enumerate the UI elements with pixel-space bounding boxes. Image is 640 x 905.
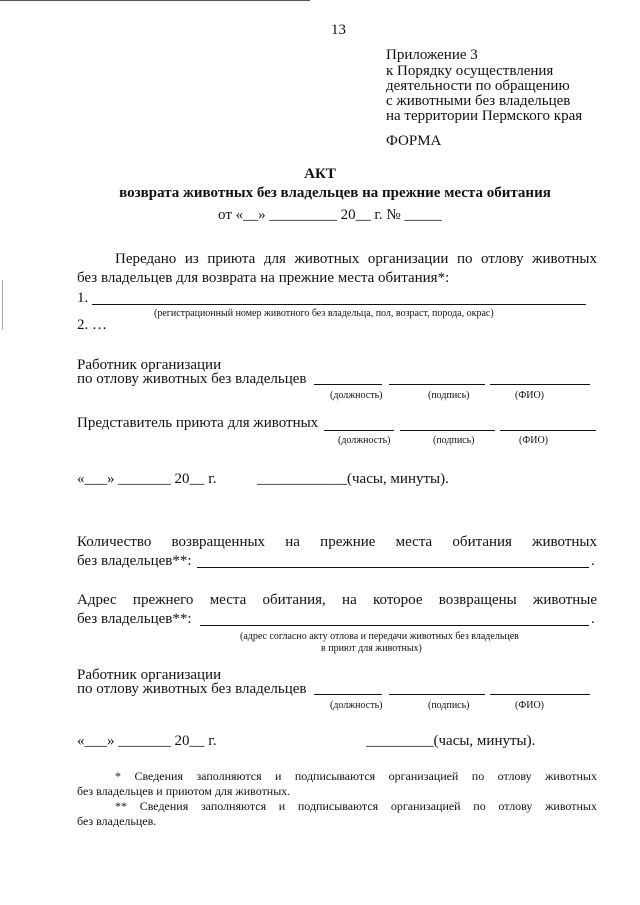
quantity-label: без владельцев**: (77, 553, 192, 569)
date-number-line: от «__» _________ 20__ г. № _____ (218, 207, 442, 223)
item-2: 2. … (77, 317, 107, 333)
hint-name: (ФИО) (515, 700, 545, 711)
shelter-name-field[interactable] (500, 430, 596, 431)
worker-name-field[interactable] (490, 694, 590, 695)
hint-position: (должность) (330, 700, 383, 711)
scan-edge-mark (2, 280, 3, 330)
hint-position: (должность) (338, 435, 391, 446)
address-end: . (591, 611, 595, 627)
intro-line: Передано из приюта для животных организации по отлову животных (115, 251, 597, 267)
hint-signature: (подпись) (428, 390, 470, 401)
worker-signature-field[interactable] (389, 694, 485, 695)
worker-position-field[interactable] (314, 694, 382, 695)
appendix-line: с животными без владельцев (386, 93, 571, 109)
worker-signature-field[interactable] (389, 384, 485, 385)
worker-label: Работник организации (77, 667, 222, 683)
worker-name-field[interactable] (490, 384, 590, 385)
item-1-number: 1. (77, 290, 89, 306)
page-number: 13 (331, 22, 346, 38)
worker-label: по отлову животных без владельцев (77, 681, 307, 697)
footnote-2: ** Сведения заполняются и подписываются организацией по отлову животных (115, 799, 597, 813)
document-subtitle: возврата животных без владельцев на прежние места обитания (119, 185, 551, 201)
address-hint: (адрес согласно акту отлова и передачи животных без владельцев (240, 631, 519, 642)
footnote-2-end: без владельцев. (77, 814, 157, 828)
shelter-signature-field[interactable] (400, 430, 495, 431)
datetime-date: «___» _______ 20__ г. (77, 471, 217, 487)
appendix-line: деятельности по обращению (386, 78, 570, 94)
item-1-field[interactable] (92, 304, 586, 305)
hint-position: (должность) (330, 390, 383, 401)
datetime-time: _________(часы, минуты). (366, 733, 536, 749)
worker-label: по отлову животных без владельцев (77, 371, 307, 387)
item-1-hint: (регистрационный номер животного без владельца, пол, возраст, порода, окрас) (154, 308, 494, 319)
shelter-rep-label: Представитель приюта для животных (77, 415, 319, 431)
footnote-1-end: без владельцев и приютом для животных. (77, 784, 291, 798)
footnote-1: * Сведения заполняются и подписываются организацией по отлову животных (115, 769, 597, 783)
hint-signature: (подпись) (433, 435, 475, 446)
hint-name: (ФИО) (515, 390, 545, 401)
appendix-line: к Порядку осуществления (386, 63, 554, 79)
top-border-line (0, 0, 310, 1)
address-label: без владельцев**: (77, 611, 192, 627)
address-hint: в приют для животных) (321, 643, 422, 654)
form-label: ФОРМА (386, 133, 442, 149)
appendix-line: Приложение 3 (386, 47, 478, 63)
quantity-end: . (591, 553, 595, 569)
hint-name: (ФИО) (519, 435, 549, 446)
shelter-position-field[interactable] (324, 430, 394, 431)
appendix-line: на территории Пермского края (386, 108, 583, 124)
quantity-line: Количество возвращенных на прежние места обитания животных (77, 534, 597, 550)
hint-signature: (подпись) (428, 700, 470, 711)
document-title: АКТ (304, 166, 336, 182)
address-field[interactable] (200, 625, 589, 626)
intro-line: без владельцев для возврата на прежние места обитания*: (77, 270, 450, 286)
address-line: Адрес прежнего места обитания, на которое возвращены животные (77, 592, 597, 608)
datetime-time: ____________(часы, минуты). (257, 471, 449, 487)
datetime-date: «___» _______ 20__ г. (77, 733, 217, 749)
worker-position-field[interactable] (314, 384, 382, 385)
worker-label: Работник организации (77, 357, 222, 373)
quantity-field[interactable] (197, 567, 589, 568)
